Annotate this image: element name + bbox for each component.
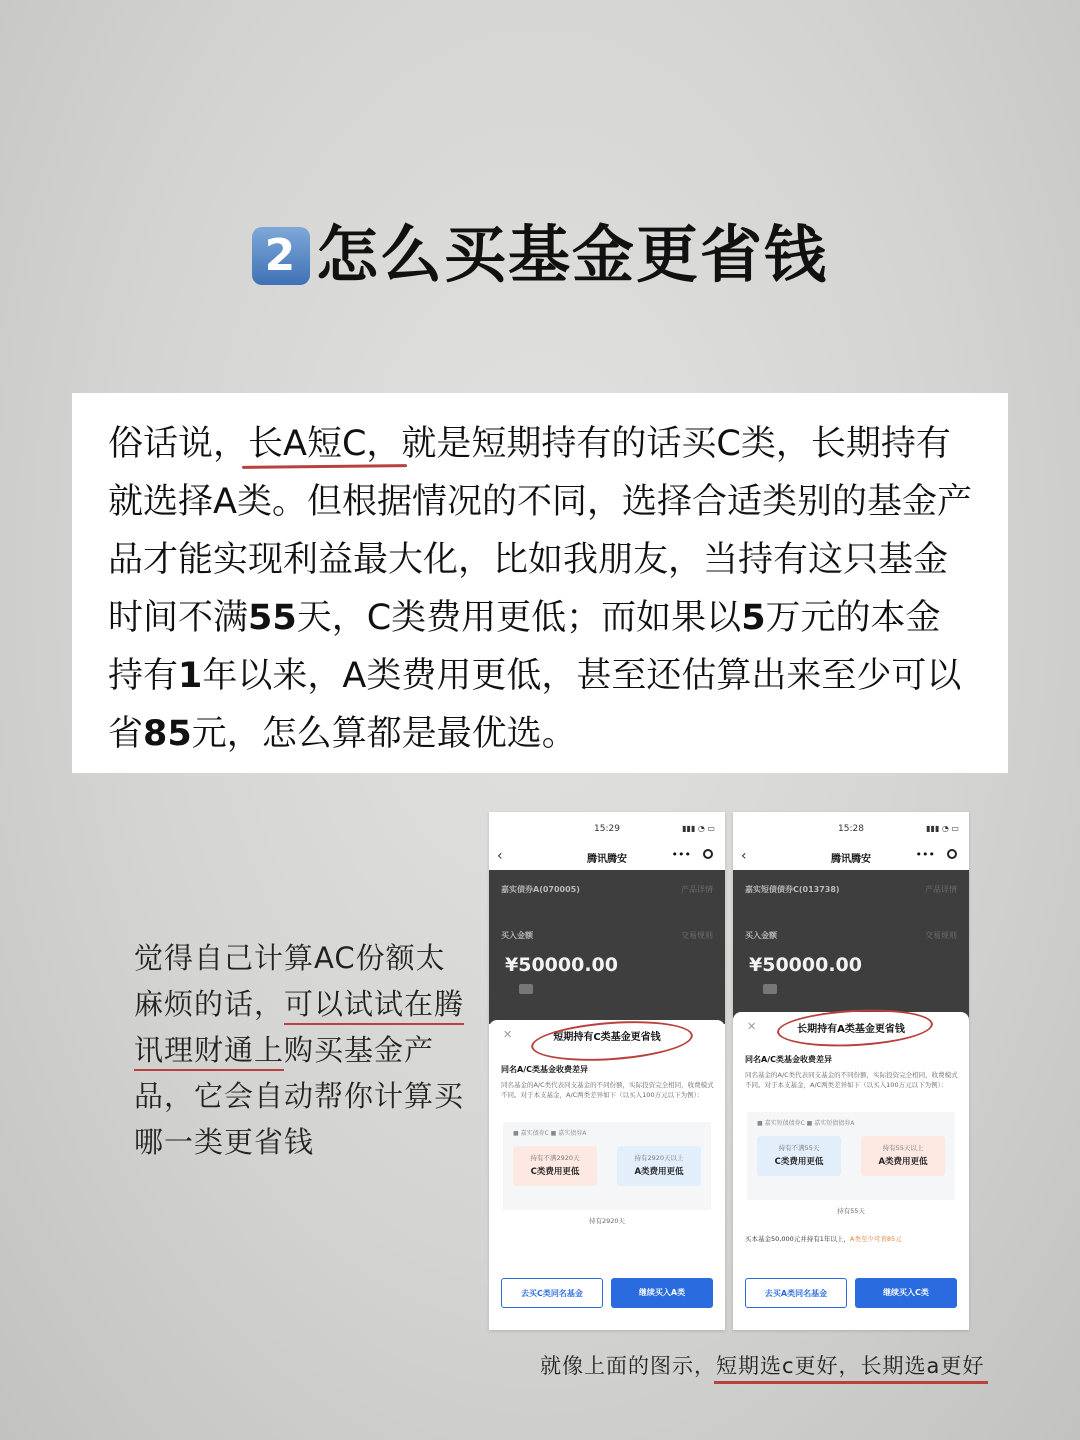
fund-name: 嘉实短债债券C(013738) — [745, 885, 840, 894]
nav-bar — [733, 846, 969, 870]
buy-amount-label: 买入金额 — [501, 931, 533, 940]
more-icon[interactable]: ••• — [671, 848, 691, 861]
para-number: 5 — [741, 598, 766, 638]
sheet-description: 同名基金的A/C类代表同支基金的不同份额，实际投资完全相同，收费模式不同。对于本支基金，A/C两类差异如下（以买入100万元以下为例）： — [501, 1081, 714, 1099]
continue-buy-button[interactable]: 继续买入C类 — [855, 1278, 957, 1308]
status-bar — [733, 812, 969, 846]
bottom-caption — [540, 1350, 984, 1380]
card-caption: 持有不满2920天 — [530, 1154, 580, 1162]
close-icon[interactable]: ✕ — [503, 1028, 513, 1041]
more-icon[interactable]: ••• — [915, 848, 935, 861]
phone-screenshot-2 — [733, 812, 969, 1330]
sheet-title: 长期持有A类基金更省钱 — [797, 1024, 905, 1035]
card-main: C类费用更低 — [530, 1167, 580, 1177]
target-icon[interactable] — [703, 849, 713, 859]
bottom-sheet — [733, 1012, 969, 1330]
trade-rule-link[interactable]: 交易规则 — [925, 931, 957, 940]
card-a-cheaper — [617, 1146, 701, 1186]
card-c-cheaper — [513, 1146, 597, 1186]
caption-seg: 就像上面的图示， — [540, 1354, 716, 1378]
hand-drawn-circle — [530, 1016, 694, 1065]
back-arrow-icon[interactable]: ‹ — [741, 848, 747, 864]
para-seg: 就是短期持有的话买C类，长期持有就选择A类。但根据情况的不同，选择合适类别的基金产品才能实现利益最大化，比如我朋友，当持有这只基金时间不满 — [108, 424, 972, 638]
status-time: 15:28 — [838, 824, 864, 834]
camera-icon — [763, 984, 777, 994]
para-seg-highlight: 长A短C， — [248, 424, 402, 464]
phone-screenshot-1 — [489, 812, 725, 1330]
highlight-phrase — [248, 424, 401, 464]
dimmed-fund-panel — [733, 870, 969, 1024]
action-buttons — [501, 1278, 713, 1308]
continue-buy-button[interactable]: 继续买入A类 — [611, 1278, 713, 1308]
buy-amount-value: ¥50000.00 — [749, 954, 862, 976]
sheet-subtitle: 同名A/C类基金收费差异 — [745, 1055, 832, 1064]
note-main: 买本基金50,000元并持有1年以上， — [745, 1235, 850, 1243]
status-time: 15:29 — [594, 824, 620, 834]
action-buttons — [745, 1278, 957, 1308]
fee-comparison-chart — [503, 1122, 711, 1210]
para-seg: 天，C类费用更低；而如果以 — [296, 598, 742, 638]
para-seg: 俗话说， — [108, 424, 249, 464]
hand-drawn-circle — [776, 1006, 934, 1050]
para-seg: 元，怎么算都是最优选。 — [191, 714, 577, 754]
card-main: C类费用更低 — [774, 1157, 824, 1167]
nav-bar — [489, 846, 725, 870]
app-title: 腾讯腾安 — [831, 854, 871, 865]
para-number: 85 — [143, 714, 192, 754]
hand-seg-underlined: 可以试试在腾讯理财通上 — [134, 987, 464, 1071]
sheet-description: 同名基金的A/C类代表同支基金的不同份额，实际投资完全相同，收费模式不同。对于本支基金，A/C两类差异如下（以买入100万元以下为例）： — [745, 1071, 958, 1089]
savings-note — [745, 1234, 902, 1243]
fund-detail-link[interactable]: 产品详情 — [681, 885, 713, 894]
chart-legend: ■ 嘉实短债债券C ■ 嘉实短债债券A — [757, 1120, 855, 1127]
fee-comparison-chart — [747, 1112, 955, 1200]
number-badge: 2 — [252, 227, 310, 285]
buy-amount-value: ¥50000.00 — [505, 954, 618, 976]
card-caption: 持有2920天以上 — [634, 1154, 684, 1162]
para-seg: 年以来，A类费用更低，甚至还估算出来至少可以省 — [108, 656, 962, 754]
para-number: 1 — [178, 656, 203, 696]
trade-rule-link[interactable]: 交易规则 — [681, 931, 713, 940]
section-heading — [0, 205, 1080, 294]
caption-seg-underlined: 短期选c更好，长期选a更好 — [716, 1354, 985, 1378]
target-icon[interactable] — [947, 849, 957, 859]
card-caption: 持有55天以上 — [882, 1144, 924, 1152]
bottom-sheet — [489, 1020, 725, 1330]
heading-title: 怎么买基金更省钱 — [315, 218, 828, 291]
card-caption: 持有不满55天 — [778, 1144, 820, 1152]
intro-paragraph — [108, 415, 974, 763]
note-highlight: A类至少可省85元 — [849, 1235, 902, 1243]
card-c-cheaper — [757, 1136, 841, 1176]
card-a-cheaper — [861, 1136, 945, 1176]
buy-other-class-button[interactable]: 去买A类同名基金 — [745, 1278, 847, 1308]
close-icon[interactable]: ✕ — [747, 1020, 757, 1033]
app-title: 腾讯腾安 — [587, 854, 627, 865]
card-main: A类费用更低 — [878, 1157, 928, 1167]
holding-threshold: 持有55天 — [837, 1207, 865, 1215]
hand-seg: 觉得自己计算AC份额太麻烦的话， — [134, 941, 446, 1021]
signal-icon: ▮▮▮ ◔ ▭ — [682, 824, 715, 833]
para-seg: 万元的本金持有 — [108, 598, 941, 696]
buy-amount-label: 买入金额 — [745, 931, 777, 940]
buy-other-class-button[interactable]: 去买C类同名基金 — [501, 1278, 603, 1308]
card-main: A类费用更低 — [634, 1167, 684, 1177]
back-arrow-icon[interactable]: ‹ — [497, 848, 503, 864]
hand-seg: 购买基金产品，它会自动帮你计算买哪一类更省钱 — [134, 1033, 465, 1159]
handwritten-note — [134, 935, 474, 1165]
signal-icon: ▮▮▮ ◔ ▭ — [926, 824, 959, 833]
fund-name: 嘉实债券A(070005) — [501, 885, 580, 894]
chart-legend: ■ 嘉实债券C ■ 嘉实债券A — [513, 1130, 587, 1137]
para-number: 55 — [248, 598, 297, 638]
camera-icon — [519, 984, 533, 994]
fund-detail-link[interactable]: 产品详情 — [925, 885, 957, 894]
status-bar — [489, 812, 725, 846]
holding-threshold: 持有2920天 — [588, 1217, 626, 1225]
intro-text-box — [72, 393, 1008, 773]
dimmed-fund-panel — [489, 870, 725, 1024]
sheet-subtitle: 同名A/C类基金收费差异 — [501, 1065, 588, 1074]
sheet-title: 短期持有C类基金更省钱 — [553, 1032, 661, 1043]
